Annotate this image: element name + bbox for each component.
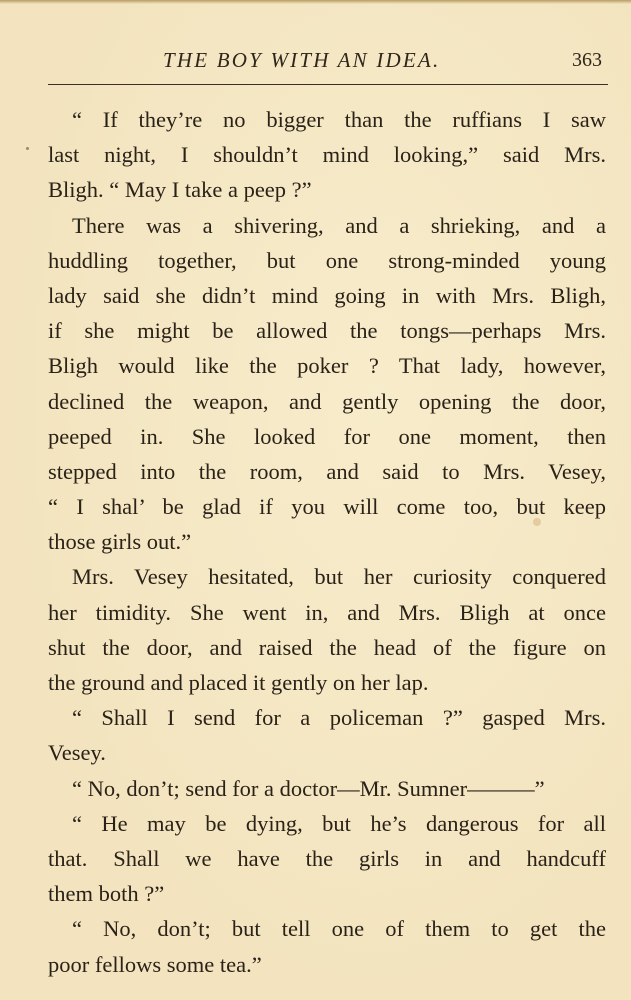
text-line: Bligh would like the poker ? That lady, however,	[48, 353, 606, 379]
text-line: last night, I shouldn’t mind looking,” said Mrs.	[48, 142, 606, 168]
page-top-edge	[0, 0, 631, 4]
text-line: shut the door, and raised the head of the figure on	[48, 634, 606, 660]
text-line: the ground and placed it gently on her lap.	[48, 670, 429, 695]
text-line: them both ?”	[48, 881, 165, 907]
text-line: “ No, don’t; send for a doctor—Mr. Sumner———”	[72, 775, 545, 801]
paper-stain	[533, 518, 541, 526]
text-line: “ He may be dying, but he’s dangerous for all	[72, 810, 606, 836]
text-line: Bligh. “ May I take a peep ?”	[48, 177, 312, 203]
text-line: poor fellows some tea.”	[48, 951, 262, 977]
text-line: “ No, don’t; but tell one of them to get the	[72, 916, 606, 942]
header-rule	[48, 84, 608, 85]
paper-speck	[26, 147, 29, 150]
running-head	[48, 44, 608, 78]
text-line: peeped in. She looked for one moment, then	[48, 423, 606, 449]
text-line: “ Shall I send for a policeman ?” gasped Mrs.	[72, 705, 606, 731]
text-line: stepped into the room, and said to Mrs. Vesey,	[48, 458, 606, 484]
text-line: her timidity. She went in, and Mrs. Bligh at once	[48, 599, 606, 625]
text-line: “ I shal’ be glad if you will come too, but keep	[48, 494, 606, 520]
page-number: 363	[572, 49, 602, 71]
text-line: huddling together, but one strong-minded young	[48, 247, 606, 273]
text-line: lady said she didn’t mind going in with Mrs. Bligh,	[48, 282, 606, 308]
text-line: that. Shall we have the girls in and handcuff	[48, 845, 606, 871]
text-line: “ If they’re no bigger than the ruffians I saw	[72, 107, 606, 132]
text-line: There was a shivering, and a shrieking, and a	[72, 212, 606, 238]
text-line: those girls out.”	[48, 529, 192, 555]
text-line: Vesey.	[48, 740, 106, 766]
running-head-title: THE BOY WITH AN IDEA.	[163, 48, 441, 72]
text-line: Mrs. Vesey hesitated, but her curiosity conquered	[72, 564, 606, 590]
body-text	[48, 102, 606, 982]
text-line: declined the weapon, and gently opening the door,	[48, 388, 606, 414]
text-line: if she might be allowed the tongs—perhaps Mrs.	[48, 318, 606, 344]
